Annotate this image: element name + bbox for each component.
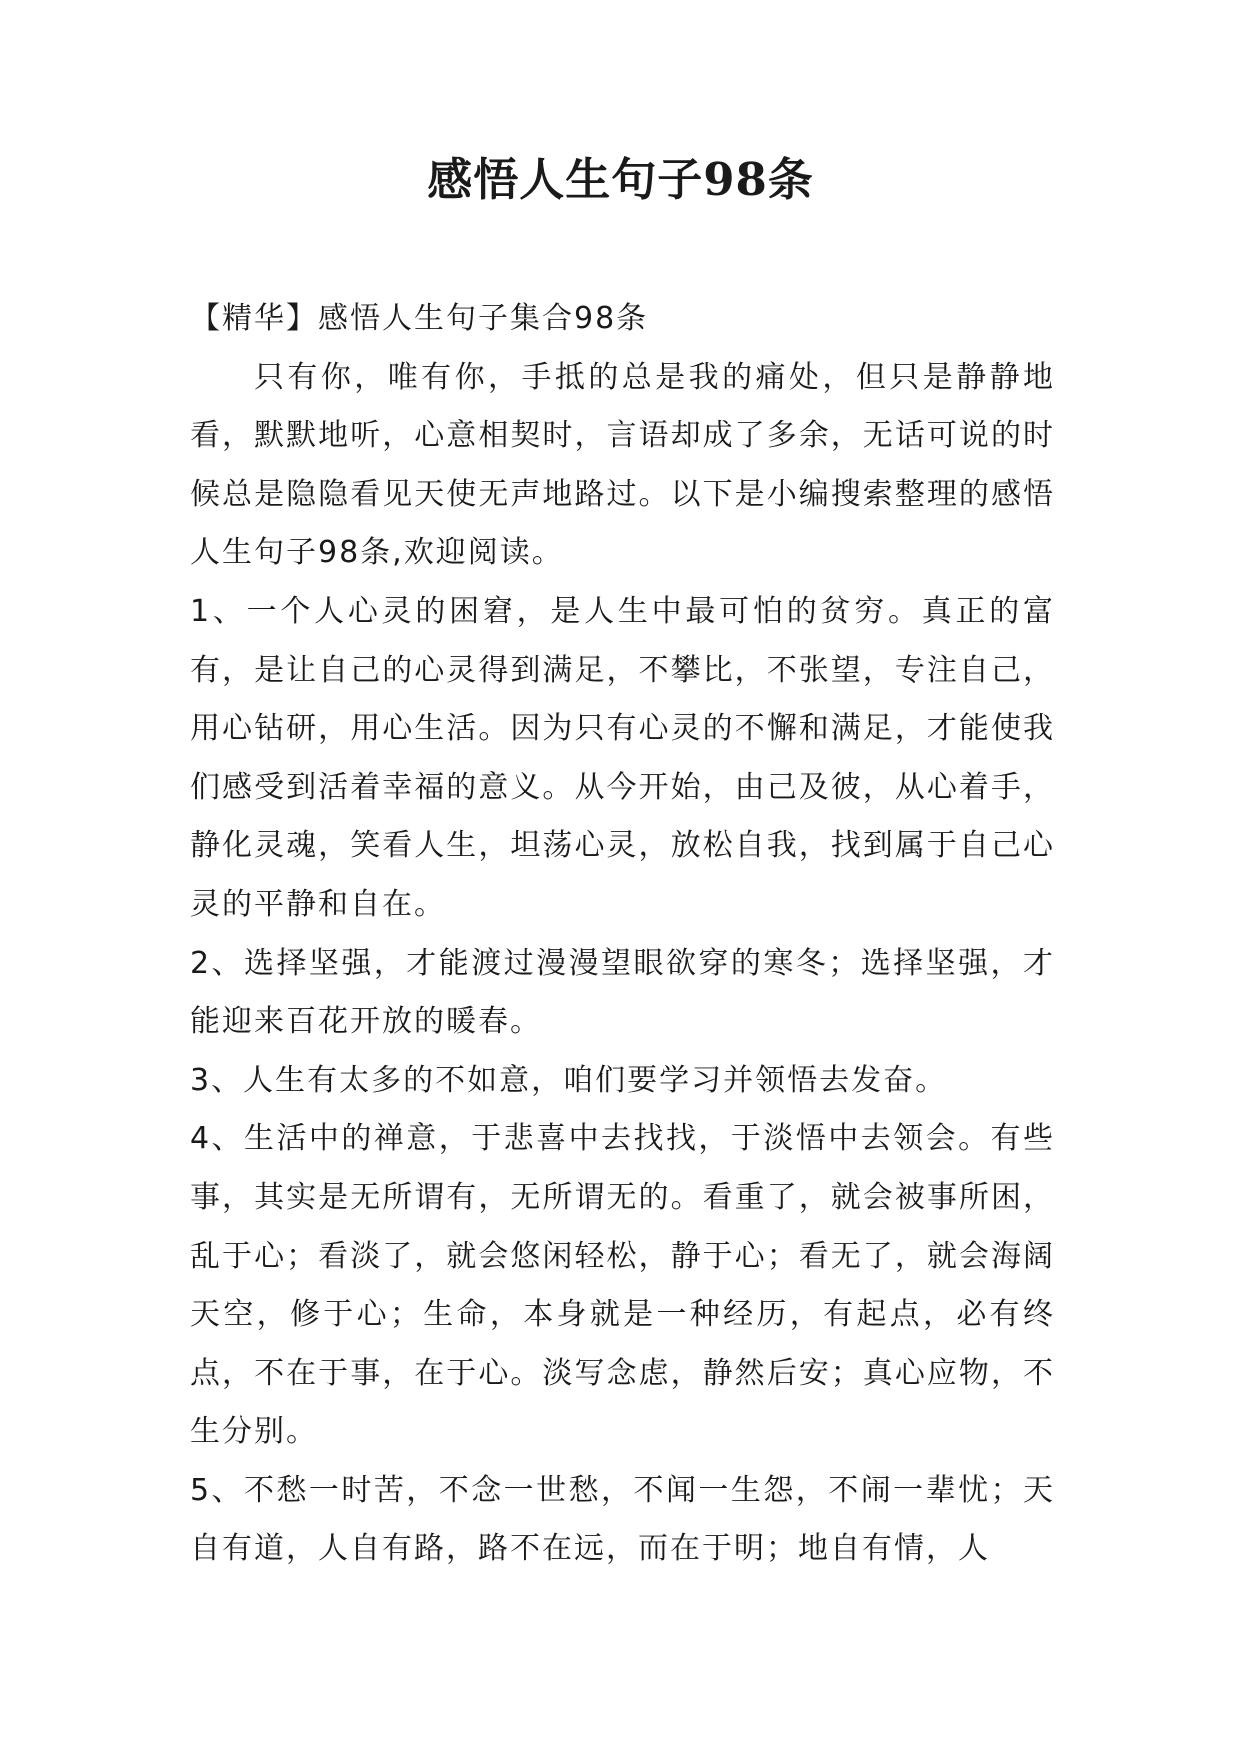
intro-paragraph: 只有你，唯有你，手抵的总是我的痛处，但只是静静地看，默默地听，心意相契时，言语却成了多余，无话可说的时候总是隐隐看见天使无声地路过。以下是小编搜索整理的感悟人生句子98条,欢迎阅读。: [190, 359, 1055, 571]
list-item: 4、生活中的禅意，于悲喜中去找找，于淡悟中去领会。有些事，其实是无所谓有，无所谓无的。看重了，就会被事所困，乱于心；看淡了，就会悠闲轻松，静于心；看无了，就会海阔天空，修于心；生命，本身就是一种经历，有起点，必有终点，不在于事，在于心。淡写念虑，静然后安；真心应物，不生分别。: [190, 1121, 1055, 1450]
document-body: [190, 290, 1055, 1579]
document-title: 感悟人生句子98条: [427, 153, 814, 206]
document-subtitle: 【精华】感悟人生句子集合98条: [190, 301, 649, 336]
list-item: 2、选择坚强，才能渡过漫漫望眼欲穿的寒冬；选择坚强，才能迎来百花开放的暖春。: [190, 945, 1055, 1040]
list-item: 5、不愁一时苦，不念一世愁，不闻一生怨，不闹一辈忧；天自有道，人自有路，路不在远，而在于明；地自有情，人: [190, 1472, 1055, 1567]
list-item: 1、一个人心灵的困窘，是人生中最可怕的贫穷。真正的富有，是让自己的心灵得到满足，不攀比，不张望，专注自己，用心钻研，用心生活。因为只有心灵的不懈和满足，才能使我们感受到活着幸福的意义。从今开始，由己及彼，从心着手，静化灵魂，笑看人生，坦荡心灵，放松自我，找到属于自己心灵的平静和自在。: [190, 593, 1055, 922]
list-item: 3、人生有太多的不如意，咱们要学习并领悟去发奋。: [190, 1062, 948, 1098]
